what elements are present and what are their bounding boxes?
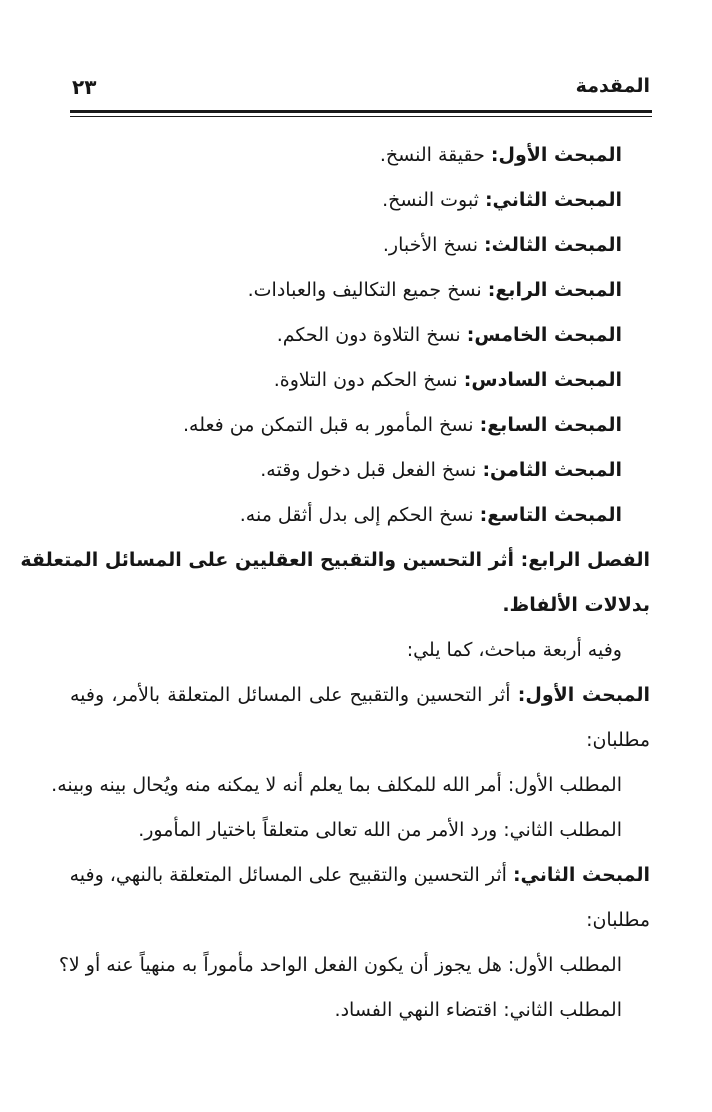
section-line-1 <box>70 133 650 178</box>
topic1-text: أثر التحسين والتقبيح على المسائل المتعلقة بالأمر، وفيه <box>70 684 518 706</box>
section-line-3 <box>70 223 650 268</box>
header-rule-thick <box>70 110 652 113</box>
page-number: ٢٣ <box>72 75 97 99</box>
section-text: نسخ الحكم دون التلاوة. <box>273 369 464 391</box>
topic2-label: المبحث الثاني: <box>512 864 650 886</box>
section-label: المبحث الثالث: <box>484 234 622 256</box>
section-label: المبحث السابع: <box>479 414 622 436</box>
topic1-line-2: مطلبان: <box>586 729 650 751</box>
section-line-5 <box>70 313 650 358</box>
topic1-label: المبحث الأول: <box>517 684 650 706</box>
section-text: نسخ الأخبار. <box>382 234 485 256</box>
section-text: نسخ الحكم إلى بدل أثقل منه. <box>239 504 480 526</box>
section-text: نسخ التلاوة دون الحكم. <box>276 324 467 346</box>
section-label: المبحث الثاني: <box>484 189 622 211</box>
section-label: المبحث الخامس: <box>466 324 622 346</box>
section-label: المبحث الرابع: <box>487 279 622 301</box>
chapter-heading-line-1: الفصل الرابع: أثر التحسين والتقبيح العقليين على المسائل المتعلقة <box>20 549 650 571</box>
topic2-item-2: المطلب الثاني: اقتضاء النهي الفساد. <box>334 999 622 1021</box>
intro-line: وفيه أربعة مباحث، كما يلي: <box>406 639 622 661</box>
section-text: نسخ المأمور به قبل التمكن من فعله. <box>182 414 480 436</box>
page-body <box>20 133 650 1033</box>
section-label: المبحث الأول: <box>490 144 622 166</box>
section-label: المبحث السادس: <box>463 369 622 391</box>
section-label: المبحث الثامن: <box>482 459 622 481</box>
page-header <box>72 75 650 105</box>
topic2-text: أثر التحسين والتقبيح على المسائل المتعلقة بالنهي، وفيه <box>69 864 513 886</box>
section-line-2 <box>70 178 650 223</box>
topic2-line-2: مطلبان: <box>586 909 650 931</box>
section-label: المبحث التاسع: <box>479 504 622 526</box>
topic2-item-1: المطلب الأول: هل يجوز أن يكون الفعل الواحد مأموراً به منهياً عنه أو لا؟ <box>58 954 622 976</box>
section-text: ثبوت النسخ. <box>382 189 485 211</box>
section-text: حقيقة النسخ. <box>379 144 491 166</box>
section-line-7 <box>70 403 650 448</box>
section-text: نسخ الفعل قبل دخول وقته. <box>260 459 483 481</box>
chapter-heading-line-2: بدلالات الألفاظ. <box>502 594 650 616</box>
section-line-6 <box>70 358 650 403</box>
section-line-4 <box>70 268 650 313</box>
topic1-item-1: المطلب الأول: أمر الله للمكلف بما يعلم أنه لا يمكنه منه ويُحال بينه وبينه. <box>51 774 622 796</box>
topic1-line-1 <box>70 673 650 718</box>
header-rule-thin <box>70 116 652 117</box>
section-line-9 <box>70 493 650 538</box>
section-line-8 <box>70 448 650 493</box>
running-title: المقدمة <box>575 75 650 97</box>
topic2-line-1 <box>70 853 650 898</box>
section-text: نسخ جميع التكاليف والعبادات. <box>247 279 488 301</box>
topic1-item-2: المطلب الثاني: ورد الأمر من الله تعالى متعلقاً باختيار المأمور. <box>138 819 622 841</box>
